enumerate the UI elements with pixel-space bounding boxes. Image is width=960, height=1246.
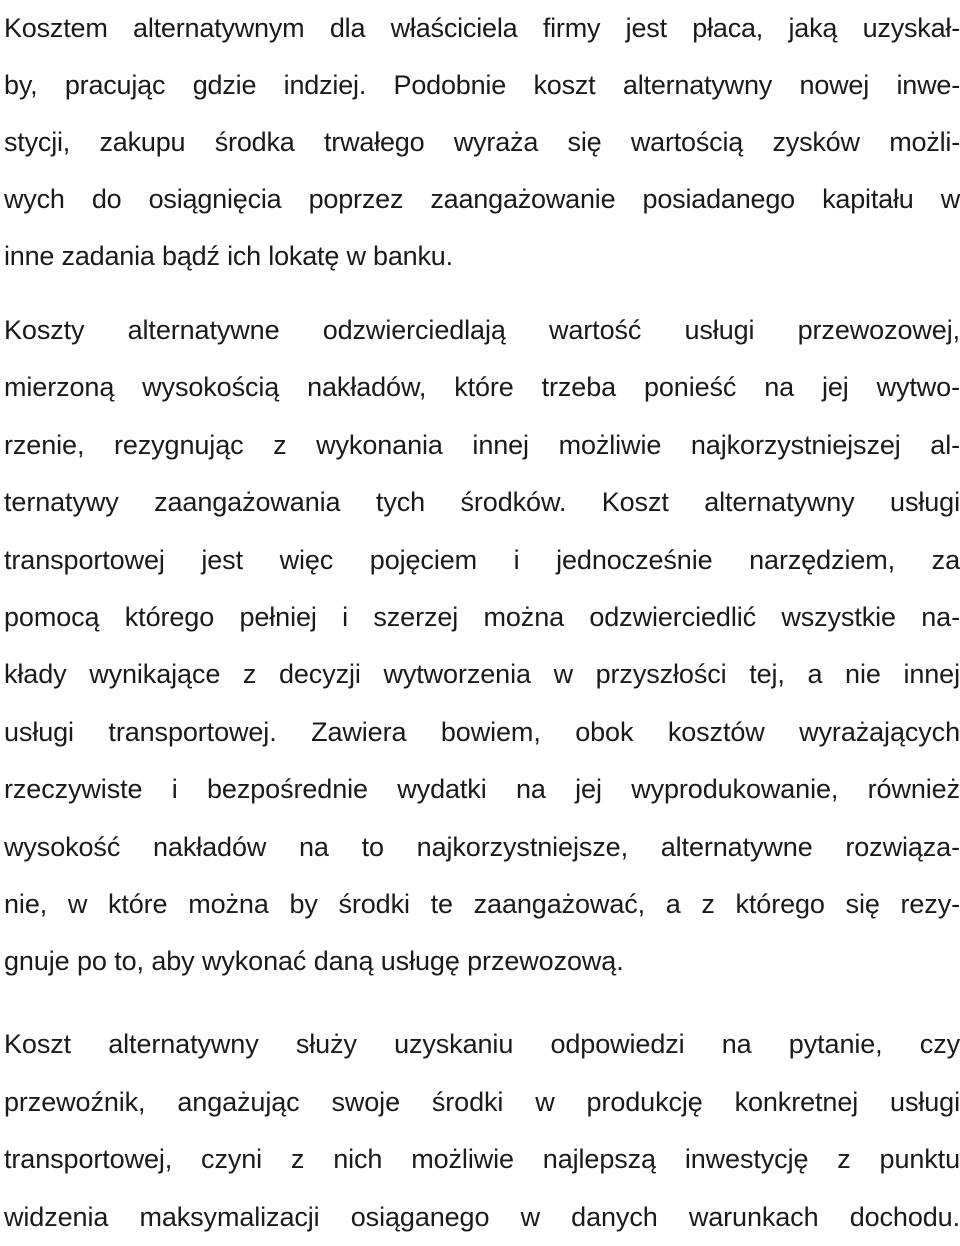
text-line: wych do osiągnięcia poprzez zaangażowanie posiadanego kapitału w: [4, 184, 960, 214]
text-line: usługi transportowej. Zawiera bowiem, obok kosztów wyrażających: [4, 716, 960, 747]
text-line: pomocą którego pełniej i szerzej można odzwierciedlić wszystkie na-: [4, 601, 960, 632]
text-line: Kosztem alternatywnym dla właściciela firmy jest płaca, jaką uzyskał-: [4, 13, 960, 43]
text-line: Koszt alternatywny służy uzyskaniu odpowiedzi na pytanie, czy: [4, 1029, 960, 1059]
text-line: by, pracując gdzie indziej. Podobnie koszt alternatywny nowej inwe-: [4, 70, 960, 100]
text-line: rzeczywiste i bezpośrednie wydatki na jej wyprodukowanie, również: [4, 774, 960, 805]
text-line: przewoźnik, angażując swoje środki w produkcję konkretnej usługi: [4, 1086, 960, 1117]
paragraph-3: [4, 1016, 960, 1246]
text-line: rzenie, rezygnując z wykonania innej możliwie najkorzystniejszej al-: [4, 429, 960, 460]
text-line: mierzoną wysokością nakładów, które trzeba ponieść na jej wytwo-: [4, 372, 960, 403]
text-line: wysokość nakładów na to najkorzystniejsze, alternatywne rozwiąza-: [4, 831, 960, 862]
text-line: transportowej, czyni z nich możliwie najlepszą inwestycję z punktu: [4, 1144, 960, 1175]
text-line: transportowej jest więc pojęciem i jednocześnie narzędziem, za: [4, 544, 960, 575]
text-line: gnuje po to, aby wykonać daną usługę przewozową.: [4, 946, 624, 977]
text-line: kłady wynikające z decyzji wytworzenia w przyszłości tej, a nie innej: [4, 659, 960, 690]
text-line: ternatywy zaangażowania tych środków. Koszt alternatywny usługi: [4, 487, 960, 518]
text-line: stycji, zakupu środka trwałego wyraża się wartością zysków możli-: [4, 127, 960, 157]
paragraph-2: [4, 302, 960, 991]
text-line: inne zadania bądź ich lokatę w banku.: [4, 241, 453, 271]
paragraph-1: [4, 0, 960, 285]
text-line: widzenia maksymalizacji osiąganego w danych warunkach dochodu.: [4, 1201, 960, 1232]
text-line: nie, w które można by środki te zaangażować, a z którego się rezy-: [4, 888, 960, 919]
text-line: Koszty alternatywne odzwierciedlają wartość usługi przewozowej,: [4, 315, 960, 345]
